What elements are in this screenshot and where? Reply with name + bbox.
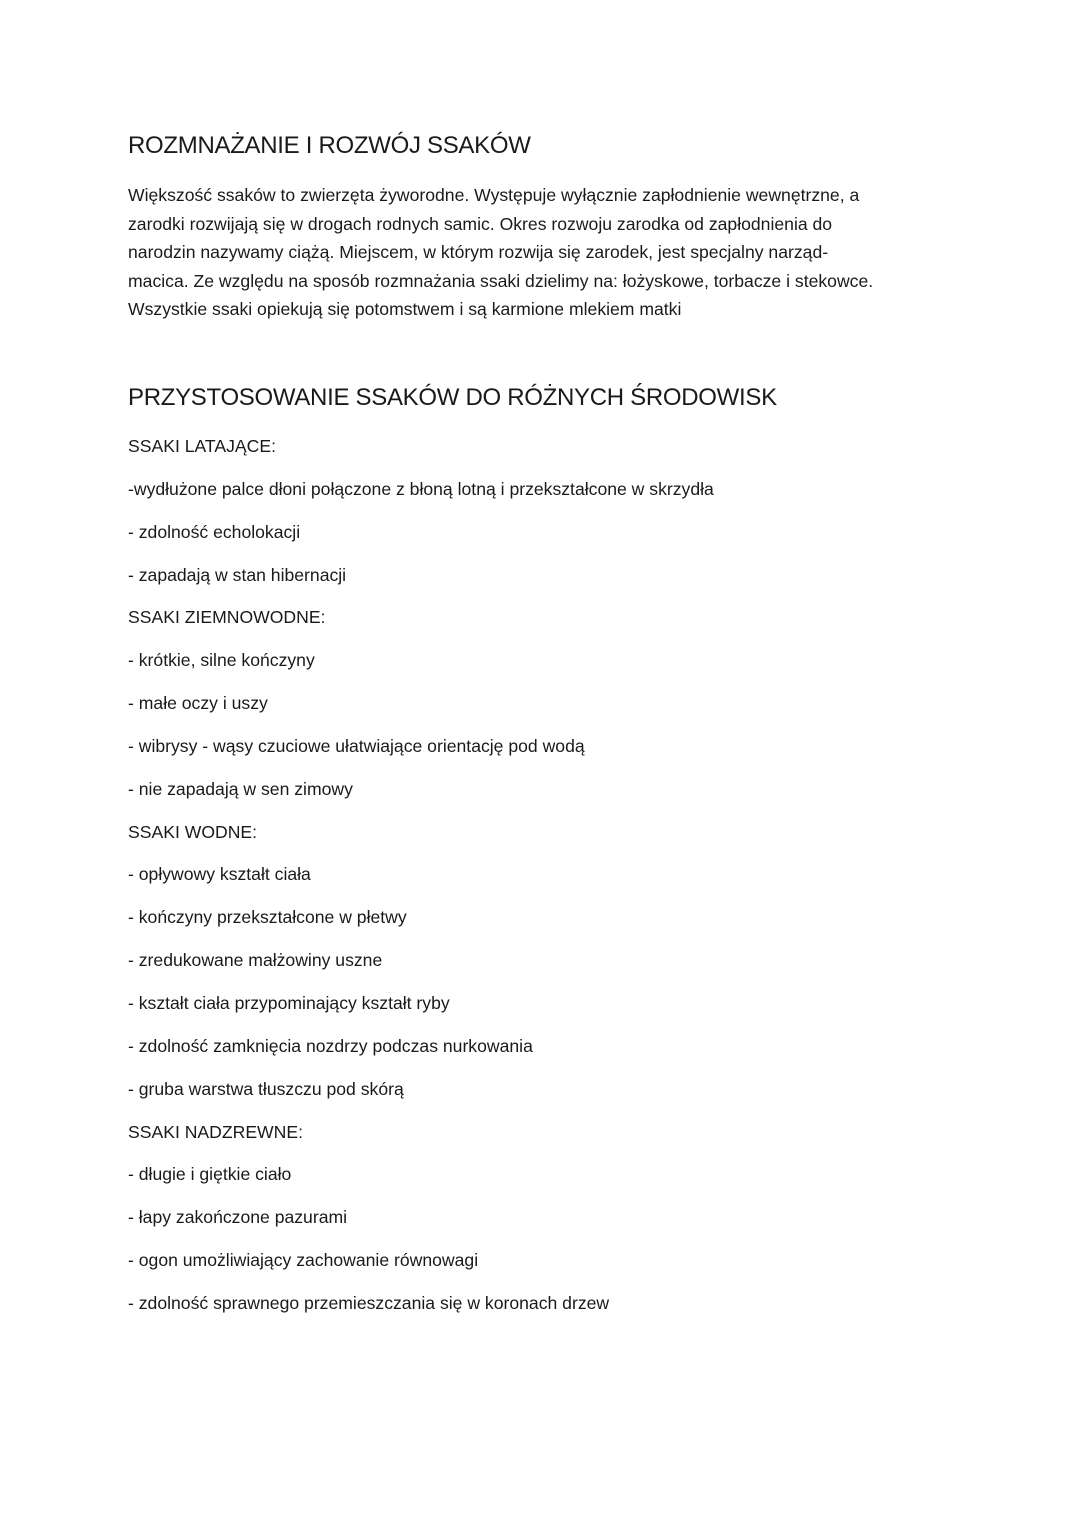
adaptations-list — [128, 425, 714, 1325]
list-item: - łapy zakończone pazurami — [128, 1207, 348, 1228]
reproduction-paragraph — [128, 181, 873, 324]
paragraph-line: narodzin nazywamy ciążą. Miejscem, w którym rozwija się zarodek, jest specjalny narząd- — [128, 242, 829, 262]
group-heading: SSAKI LATAJĄCE: — [128, 436, 276, 456]
list-item: - zdolność echolokacji — [128, 521, 301, 542]
list-item: - krótkie, silne kończyny — [128, 650, 315, 671]
paragraph-line: macica. Ze względu na sposób rozmnażania ssaki dzielimy na: łożyskowe, torbacze i stekowce. — [128, 270, 874, 291]
list-item: - zdolność zamknięcia nozdrzy podczas nurkowania — [128, 1035, 533, 1056]
list-item: - opływowy kształt ciała — [128, 864, 311, 885]
list-item: - długie i giętkie ciało — [128, 1164, 292, 1185]
list-item: - nie zapadają w sen zimowy — [128, 778, 353, 799]
section-title-adaptations: PRZYSTOSOWANIE SSAKÓW DO RÓŻNYCH ŚRODOWISK — [128, 384, 777, 411]
list-item: - zapadają w stan hibernacji — [128, 564, 347, 585]
list-item: - ogon umożliwiający zachowanie równowagi — [128, 1250, 479, 1271]
paragraph-line: zarodki rozwijają się w drogach rodnych samic. Okres rozwoju zarodka od zapłodnienia do — [128, 213, 833, 234]
section-title-reproduction: ROZMNAŻANIE I ROZWÓJ SSAKÓW — [128, 132, 531, 159]
list-item: - gruba warstwa tłuszczu pod skórą — [128, 1078, 404, 1099]
list-item: - zdolność sprawnego przemieszczania się w koronach drzew — [128, 1292, 610, 1313]
list-item: - zredukowane małżowiny uszne — [128, 950, 383, 971]
list-item: -wydłużone palce dłoni połączone z błoną lotną i przekształcone w skrzydła — [128, 478, 714, 499]
paragraph-line: Wszystkie ssaki opiekują się potomstwem i są karmione mlekiem matki — [128, 299, 682, 319]
list-item: - wibrysy - wąsy czuciowe ułatwiające orientację pod wodą — [128, 735, 585, 756]
paragraph-line: Większość ssaków to zwierzęta żyworodne. Występuje wyłącznie zapłodnienie wewnętrzne, a — [128, 185, 860, 205]
list-item: - małe oczy i uszy — [128, 693, 268, 714]
group-heading: SSAKI NADZREWNE: — [128, 1121, 303, 1142]
group-heading: SSAKI WODNE: — [128, 821, 258, 842]
group-heading: SSAKI ZIEMNOWODNE: — [128, 607, 326, 628]
list-item: - kończyny przekształcone w płetwy — [128, 907, 407, 928]
list-item: - kształt ciała przypominający kształt ryby — [128, 992, 450, 1013]
